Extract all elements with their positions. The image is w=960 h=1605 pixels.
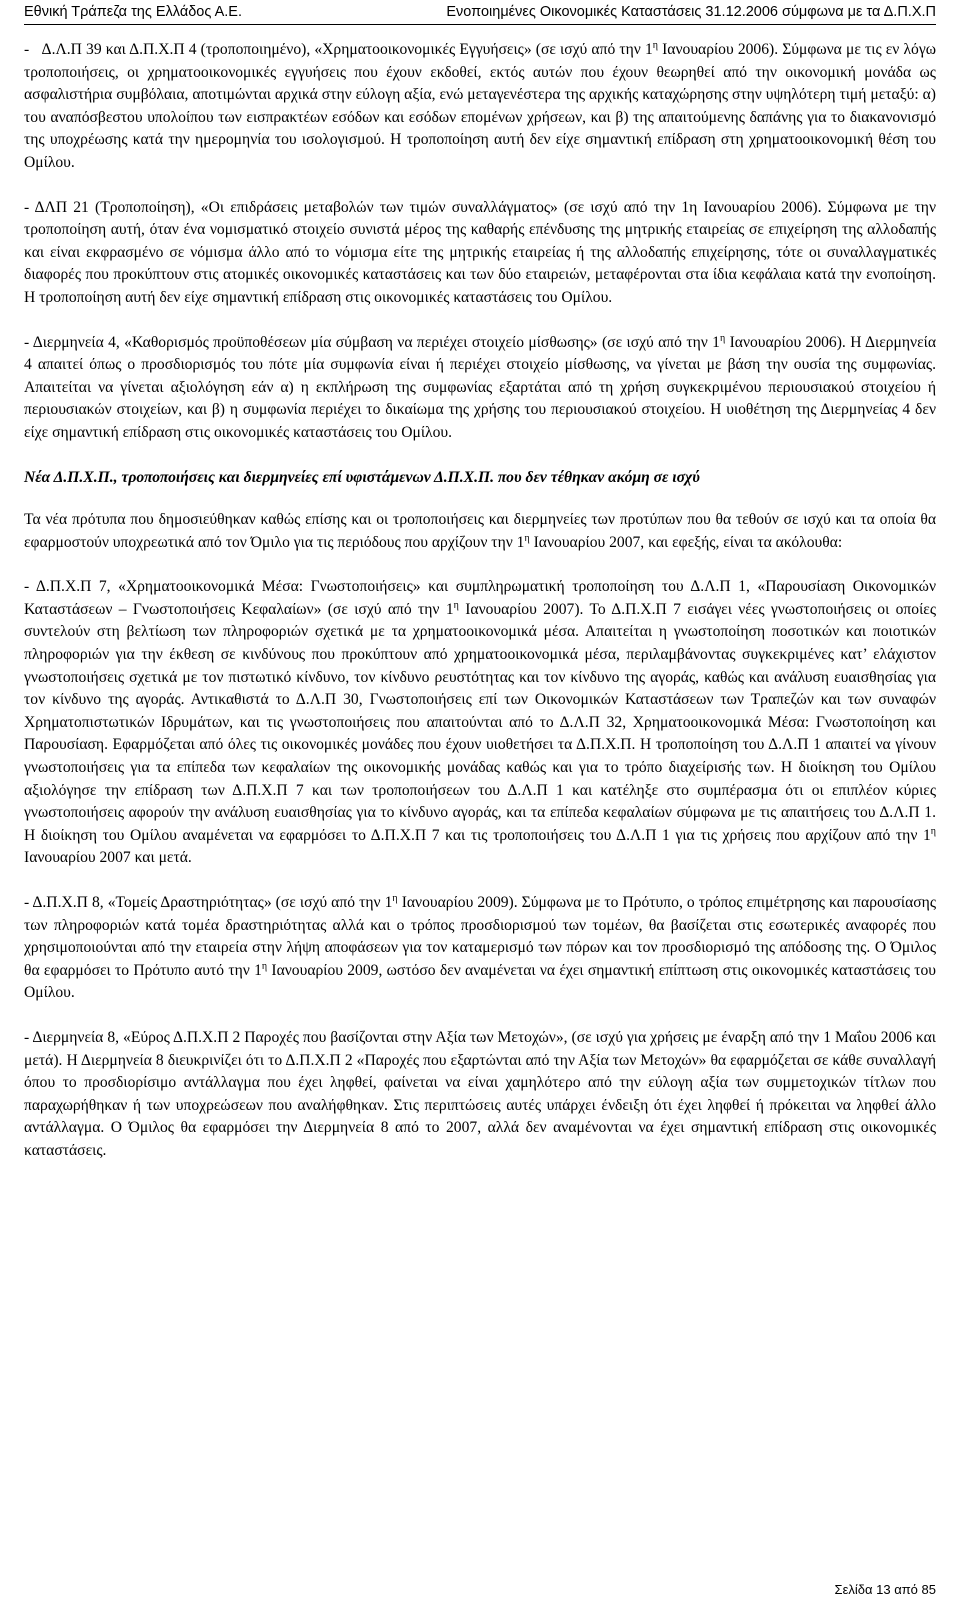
document-body (24, 39, 936, 1163)
paragraph-ias21: - ΔΛΠ 21 (Τροποποίηση), «Οι επιδράσεις μεταβολών των τιμών συναλλάγματος» (σε ισχύ από την 1η Ιανουαρίου 2006). Σύμφωνα με την τροποποίηση αυτή, όταν ένα νομισματικό στοιχείο συνιστά μέρος της καθαρής επένδυσης της μητρικής εταιρείας σε επιχείρηση της αλλοδαπής και είναι εκφρασμένο σε νόμισμα άλλο από το νόμισμα είτε της μητρικής εταιρείας ή της αλλοδαπής επιχείρησης, τότε οι συναλλαγματικές διαφορές που προκύπτουν στις ατομικές οικονομικές καταστάσεις και των δύο εταιρειών, μεταφέρονται στα ίδια κεφάλαια κατά την ενοποίηση. Η τροποποίηση αυτή δεν είχε σημαντική επίδραση στις οικονομικές καταστάσεις του Ομίλου. (24, 198, 936, 306)
header-report-title: Ενοποιημένες Οικονομικές Καταστάσεις 31.12.2006 σύμφωνα με τα Δ.Π.Χ.Π (446, 4, 936, 20)
paragraph-intro: Τα νέα πρότυπα που δημοσιεύθηκαν καθώς επίσης και οι τροποποιήσεις και διερμηνείες των προτύπων που θα τεθούν σε ισχύ και τα οποία θα εφαρμοστούν υποχρεωτικά από τον Όμιλο για τις περιόδους που αρχίζουν την $1^\eta$ Ιανουαρίου 2007, και εφεξής, είναι τα ακόλουθα: (24, 511, 936, 551)
paragraph-ifric4: - Διερμηνεία 4, «Καθορισμός προϋποθέσεων μία σύμβαση να περιέχει στοιχείο μίσθωσης» (σε ισχύ από την $1^\eta$ Ιανουαρίου 2006). Η Διερμηνεία 4 απαιτεί όπως ο προσδιορισμός του πότε μία συμφωνία είναι ή περιέχει στοιχείο μίσθωσης, να γίνεται με βάση την ουσία της συμφωνίας. Απαιτείται να γίνεται αξιολόγηση εάν α) η εκπλήρωση της συμφωνίας εξαρτάται από τη χρήση συγκεκριμένου περιουσιακού στοιχείου ή περιουσιακών στοιχείων, και β) η συμφωνία περιέχει το δικαίωμα της χρήσης του περιουσιακού στοιχείου. Η υιοθέτηση της Διερμηνείας 4 δεν είχε σημαντική επίδραση στις οικονομικές καταστάσεις του Ομίλου. (24, 332, 936, 441)
page-number: Σελίδα 13 από 85 (834, 1582, 936, 1597)
paragraph-ifric8: - Διερμηνεία 8, «Εύρος Δ.Π.Χ.Π 2 Παροχές που βασίζονται στην Αξία των Μετοχών», (σε ισχύ για χρήσεις με έναρξη από την 1 Μαΐου 2006 και μετά). Η Διερμηνεία 8 διευκρινίζει ότι το Δ.Π.Χ.Π 2 «Παροχές που εξαρτώνται από την Αξία των Μετοχών» θα εφαρμόζεται σε κάθε συναλλαγή όπου το προσδιορίσιμο αντάλλαγμα που έχει ληφθεί, φαίνεται να είναι χαμηλότερο από την εύλογη αξία των συμμετοχικών τίτλων που παραχωρήθηκαν ή των υποχρεώσεων που αναλήφθηκαν. Στις περιπτώσεις αυτές υπάρχει ένδειξη ότι έχει ληφθεί ή πρόκειται να ληφθεί άλλο αντάλλαγμα. Ο Όμιλος θα εφαρμόσει την Διερμηνεία 8 από το 2007, αλλά δεν αναμένονται να έχει σημαντική επίδραση στις οικονομικές καταστάσεις. (24, 1028, 936, 1159)
header-bank-name: Εθνική Τράπεζα της Ελλάδος Α.Ε. (24, 4, 242, 20)
page-header (24, 0, 936, 25)
paragraph-ifrs7: - Δ.Π.Χ.Π 7, «Χρηματοοικονομικά Μέσα: Γνωστοποιήσεις» και συμπληρωματική τροποποίηση του Δ.Λ.Π 1, «Παρουσίαση Οικονομικών Καταστάσεων – Γνωστοποιήσεις Κεφαλαίων» (σε ισχύ από την $1^\eta$ Ιανουαρίου 2007). Το Δ.Π.Χ.Π 7 εισάγει νέες γνωστοποιήσεις οι οποίες συντελούν στη βελτίωση των πληροφοριών σχετικά με τα χρηματοοικονομικά μέσα. Απαιτείται η γνωστοποίηση ποσοτικών και ποιοτικών πληροφοριών για την έκθεση σε κινδύνους που προκύπτουν από χρηματοοικονομικά μέσα, περιλαμβάνοντας συγκεκριμένες κατ’ ελάχιστον γνωστοποιήσεις σχετικά με τον πιστωτικό κίνδυνο, τον κίνδυνο ρευστότητας και τον κίνδυνο της αγοράς, καθώς και ανάλυση ευαισθησίας για τον κίνδυνο της αγοράς. Αντικαθιστά το Δ.Λ.Π 30, Γνωστοποιήσεις επί των Οικονομικών Καταστάσεων των Τραπεζών και των συναφών Χρηματοπιστωτικών Ιδρυμάτων, και τις γνωστοποιήσεις που απαιτούνται από το Δ.Λ.Π 32, Χρηματοοικονομικά Μέσα: Γνωστοποίηση και Παρουσίαση. Εφαρμόζεται από όλες τις οικονομικές μονάδες που έχουν υιοθετήσει τα Δ.Π.Χ.Π. Η τροποποίηση του Δ.Λ.Π 1 απαιτεί να γίνουν γνωστοποιήσεις για τα επίπεδα των κεφαλαίων της οικονομικής μονάδας καθώς και για το τρόπο διαχείρισής των. Η διοίκηση του Ομίλου αξιολόγησε την επίδραση των Δ.Π.Χ.Π 7 και των τροποποιήσεων του Δ.Λ.Π 1 και κατέληξε στο συμπέρασμα ότι οι επιπλέον κύριες γνωστοποιήσεις αφορούν την ανάλυση ευαισθησίας για το κίνδυνο αγοράς, και τα επίπεδα κεφαλαίων σύμφωνα με τις απαιτήσεις του Δ.Λ.Π 1. Η διοίκηση του Ομίλου αναμένεται να εφαρμόσει το Δ.Π.Χ.Π 7 και τις τροποποιήσεις του Δ.Λ.Π 1 για τις χρήσεις που αρχίζουν από την $1^\eta$ Ιανουαρίου 2007 και μετά. (24, 578, 936, 867)
paragraph-ias39-ifrs4: - Δ.Λ.Π 39 και Δ.Π.Χ.Π 4 (τροποποιημένο), «Χρηματοοικονομικές Εγγυήσεις» (σε ισχύ από την $1^\eta$ Ιανουαρίου 2006). Σύμφωνα με τις εν λόγω τροποποιήσεις, οι χρηματοοικονομικές εγγυήσεις που έχουν εκδοθεί, εκτός αυτών που έχουν θεωρηθεί από την οικονομική μονάδα ως ασφαλιστήρια συμβόλαια, αποτιμώνται αρχικά στην εύλογη αξία, ενώ μεταγενέστερα της αρχικής καταχώρησης στην υψηλότερη τιμή μεταξύ: α) του αναπόσβεστου υπολοίπου των εισπρακτέων εσόδων και εσόδων επομένων χρήσεων, και β) της απαιτούμενης δαπάνης για το διακανονισμό της υποχρέωσης κατά την ημερομηνία του ισολογισμού. Η τροποποίηση αυτή δεν είχε σημαντική επίδραση στη χρηματοοικονομική θέση του Ομίλου. (24, 39, 936, 171)
section-heading: Νέα Δ.Π.Χ.Π., τροποποιήσεις και διερμηνείες επί υφιστάμενων Δ.Π.Χ.Π. που δεν τέθηκαν ακόμη σε ισχύ (24, 468, 700, 486)
paragraph-ifrs8: - Δ.Π.Χ.Π 8, «Τομείς Δραστηριότητας» (σε ισχύ από την $1^\eta$ Ιανουαρίου 2009). Σύμφωνα με το Πρότυπο, ο τρόπος επιμέτρησης και παρουσίασης των πληροφοριών κατά τομέα δραστηριότητας αλλά και ο τρόπος προσδιορισμού των τομέων, θα βασίζεται στις εσωτερικές αναφορές που χρησιμοποιούνται από την εταιρεία στην λήψη αποφάσεων για τον καταμερισμό των πόρων και τον προσδιορισμό της απόδοσης της. Ο Όμιλος θα εφαρμόσει το Πρότυπο αυτό την $1^\eta$ Ιανουαρίου 2009, ωστόσο δεν αναμένεται να έχει σημαντική επίπτωση στις οικονομικές καταστάσεις του Ομίλου. (24, 892, 937, 1002)
